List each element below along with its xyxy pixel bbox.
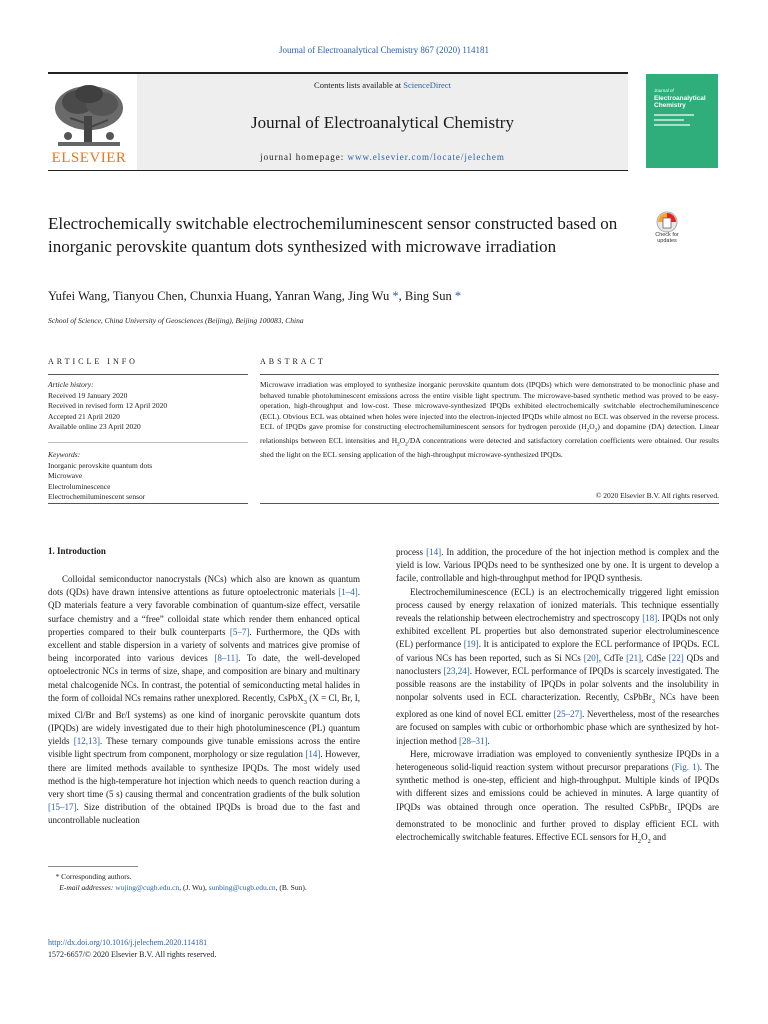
body-paragraph: Electrochemiluminescence (ECL) is an electrochemically triggered light emission process caused by energy relaxation of ionized materials. This technique essentially reveals the relationship between electrochemistry and spectroscopy [18]. IPQDs not only exhibited excellent PL properties but also demonstrated superior electroluminescence (EL) performance [19]. It is anticipated to explore the ECL performance of IPQDs. ECL of various NCs has been reported, such as Si NCs [20], CdTe [21], CdSe [22] QDs and nanoclusters [23,24]. However, ECL performance of IPQDs is scarcely investigated. The possible reasons are the instability of IPQDs in polar solvents and the insolubility in nonpolar solvents used in ECL characterization. Recently, CsPbBr$_3$ NCs have been explored as one kind of novel ECL emitter [25–27]. Nevertheless, most of the researches are focused on samples with cubic or orthorhombic phase which are synthesized by hot-injection method [28–31]. (396, 586, 720, 746)
corresponding-marker[interactable]: * (389, 289, 399, 303)
figure-link[interactable]: (Fig. 1) (671, 762, 700, 773)
reference-link[interactable]: [25–27] (553, 709, 583, 720)
reference-link[interactable]: [12,13] (73, 736, 100, 747)
cover-title: Electroanalytical Chemistry (654, 95, 706, 109)
reference-link[interactable]: [23,24] (443, 665, 470, 676)
body-column-right (396, 546, 719, 848)
body-paragraph: process [14]. In addition, the procedure of the hot injection method is complex and the yield is low. Various IPQDs need to be synthesized one by one. It is urgent to develop a facile, controllable and high-throughput method for IPQD synthesis. (396, 547, 719, 584)
abstract-text: Microwave irradiation was employed to synthesize inorganic perovskite quantum dots (IPQDs) which were demonstrated to be monoclinic phase and behaved tunable photoluminescent emissions across the entire visible light spectrum. The microwave-based synthetic method was proved to be easy-operation, high-throughput and low-cost. These microwave-synthesized IPQDs exhibited electrochemically switchable electrochemiluminescence (ECL). Obvious ECL was obtained when holes were injected into the electron-injected IPQDs while almost no ECL was observed in the reverse process. ECL of IPQDs gave promise for constructing electrochemiluminescent sensors for hydrogen peroxide $(H_2O_2)$ and dopamine (DA) detection. Linear relationships between ECL intensities and $H_2O_2/DA$ concentrations were detected and satisfactory correlation coefficients were obtained. Our results shed the light on the ECL sensing application of the high-throughput microwave-synthesized IPQDs. (260, 380, 720, 459)
footnote-emails: E-mail addresses: wujing@cugb.edu.cn, (J. Wu), sunbing@cugb.edu.cn, (B. Sun). (59, 882, 307, 892)
reference-link[interactable]: [5–7] (229, 626, 250, 637)
reference-link[interactable]: [14] (426, 547, 442, 557)
author-list: Yufei Wang, Tianyou Chen, Chunxia Huang, Yanran Wang, Jing Wu *, Bing Sun * (48, 289, 462, 303)
abstract-heading: ABSTRACT (260, 357, 326, 366)
contents-prefix: Contents lists available at (314, 80, 404, 90)
reference-link[interactable]: [19] (463, 639, 479, 650)
cover-title-small: Journal of (654, 88, 674, 93)
keywords-label: Keywords: (48, 450, 81, 459)
footnote-corresponding: * Corresponding authors. (48, 872, 132, 881)
authors-text: Yufei Wang, Tianyou Chen, Chunxia Huang, Yanran Wang, Jing Wu (48, 289, 390, 303)
abstract-copyright: © 2020 Elsevier B.V. All rights reserved. (595, 491, 719, 500)
abstract-bottom-rule (260, 503, 719, 504)
footnote-rule (48, 866, 138, 867)
homepage-link[interactable]: www.elsevier.com/locate/jelechem (347, 152, 505, 162)
affiliation: School of Science, China University of Geosciences (Beijing), Beijing 100083, China (48, 316, 304, 325)
keyword: Electroluminescence (48, 481, 111, 491)
corresponding-marker[interactable]: * (451, 289, 462, 303)
homepage-prefix: journal homepage: (260, 152, 348, 162)
body-column-left (48, 573, 360, 828)
reference-link[interactable]: [1–4] (338, 587, 358, 598)
history-revised: Received in revised form 12 April 2020 (48, 401, 168, 410)
reference-link[interactable]: [28–31] (459, 735, 488, 746)
body-paragraph: Colloidal semiconductor nanocrystals (NCs) which also are known as quantum dots (QDs) have drawn intensive attentions as future optoelectronic materials [1–4]. QD materials feature a very favorable combination of quantum-size effect, versatile surface chemistry and a “free” colloidal state which render them enhanced optical properties compared to their bulk counterparts [5–7]. Furthermore, the QDs with excellent and stable dispersion in a variety of solvents and matrices give promise of being incorporated into various devices [8–11]. To date, the well-developed optoelectronic NCs in terms of size, shape, and composition are binary and multinary metal chalcogenide NCs. In contrast, the potential of semiconducting metal halides in the form of colloidal NCs remains rather unexplored. Recently, CsPbX$_3$ (X = Cl, Br, I, mixed Cl/Br and Br/I systems) as one kind of inorganic perovskite quantum dots (IPQDs) are widely investigated due to their high photoluminescence (PL) quantum yields [12,13]. These ternary compounds give tunable emissions across the entire visible light spectrum from component, morphology or size regulation [14]. However, there are limited methods available to synthesize IPQDs. The most widely used method is the high-temperature hot injection which needs to quench reaction during a very short time (5 s) causing thermal and concentration gradients of the bulk solution [15–17]. Size distribution of the obtained IPQDs is broad due to the fast and uncontrollable nucleation (48, 574, 361, 826)
author-last: Bing Sun (404, 289, 452, 303)
keywords (48, 450, 152, 503)
elsevier-wordmark: ELSEVIER (51, 150, 127, 166)
history-online: Available online 23 April 2020 (48, 422, 141, 431)
keyword: Inorganic perovskite quantum dots (48, 460, 153, 470)
history-rule (48, 442, 248, 443)
keyword: Electrochemiluminescent sensor (48, 492, 146, 501)
reference-link[interactable]: [15–17] (48, 802, 77, 813)
header-top-rule (48, 72, 628, 74)
article-info-heading: ARTICLE INFO (48, 357, 138, 366)
doi-link[interactable]: http://dx.doi.org/10.1016/j.jelechem.2020.114181 (48, 938, 208, 947)
abstract-rule (260, 374, 719, 375)
history-accepted: Accepted 21 April 2020 (48, 411, 120, 421)
issn-line: 1572-6657/© 2020 Elsevier B.V. All rights reserved. (48, 950, 217, 959)
email-link[interactable]: sunbing@cugb.edu.cn (208, 882, 276, 892)
keywords-rule (48, 503, 248, 504)
contents-line (137, 80, 628, 90)
reference-link[interactable]: [18] (642, 613, 658, 624)
section-heading-introduction: 1. Introduction (48, 546, 106, 556)
journal-cover-image[interactable] (646, 74, 718, 168)
journal-homepage (137, 152, 628, 162)
footnote (48, 872, 307, 893)
journal-title: Journal of Electroanalytical Chemistry (251, 113, 514, 132)
reference-link[interactable]: [20] (583, 652, 599, 663)
article-title: Electrochemically switchable electrochemiluminescent sensor constructed based on inorganic perovskite quantum dots synthesized with microwave irradiation (48, 214, 618, 256)
body-paragraph: Here, microwave irradiation was employed to conveniently synthesize IPQDs in a heterogeneous solid-liquid reaction system without precursor preparations (Fig. 1). The synthetic method is one-step, efficient and high-throughput. Multiple kinds of IPQDs with different sizes and emissions could be achieved in minutes. A large quantity of IPQDs was obtained through once operation. The resulted CsPbBr$_3$ IPQDs are demonstrated to be monoclinic and further proved to display efficient ECL with electrochemically switchable features. Effective ECL sensors for $H_2O_2$ and (396, 748, 719, 845)
history-received: Received 19 January 2020 (48, 390, 128, 400)
reference-link[interactable]: [22] (668, 652, 684, 663)
reference-link[interactable]: [21] (626, 652, 642, 663)
article-info-rule (48, 374, 248, 375)
keyword: Microwave (48, 471, 83, 480)
history-label: Article history: (48, 380, 94, 389)
reference-link[interactable]: [8–11] (214, 653, 239, 664)
sciencedirect-link[interactable]: ScienceDirect (403, 80, 451, 90)
journal-citation[interactable]: Journal of Electroanalytical Chemistry 867 (2020) 114181 (278, 45, 490, 55)
reference-link[interactable]: [14] (305, 749, 321, 760)
check-for-updates-label[interactable]: Check for updates (655, 232, 679, 244)
header-bottom-rule (48, 170, 628, 171)
doi-block (48, 937, 216, 961)
email-link[interactable]: wujing@cugb.edu.cn (115, 882, 180, 892)
article-history (48, 380, 167, 433)
